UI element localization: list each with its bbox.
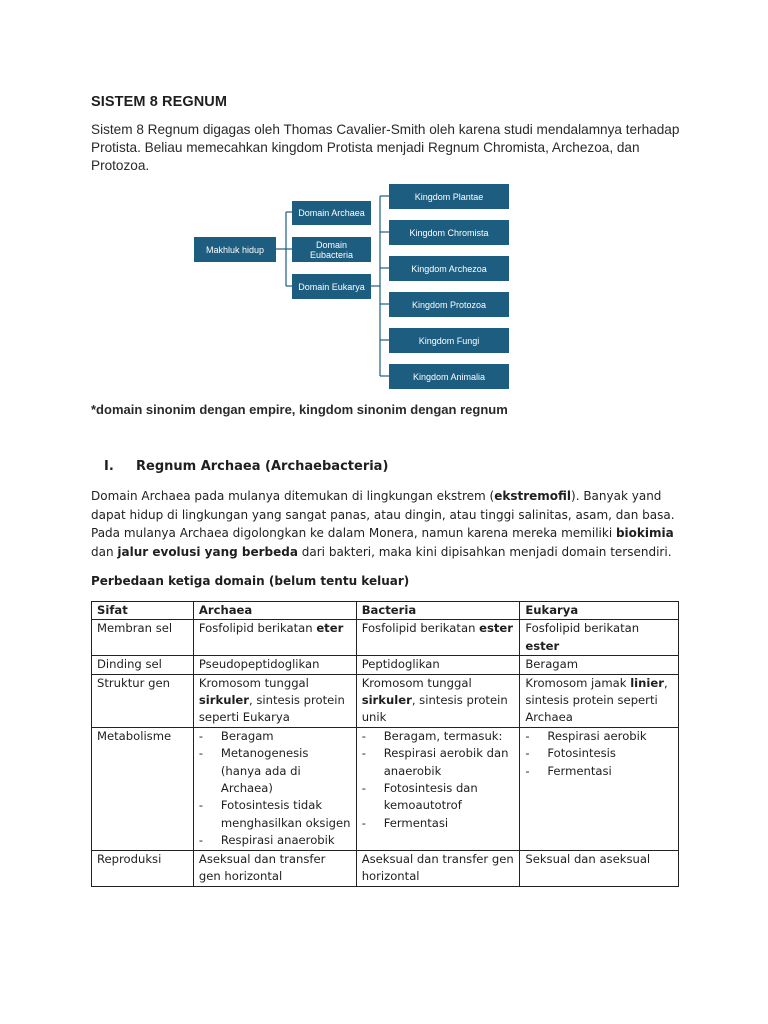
table-cell: Kromosom tunggal sirkuler, sintesis protein unik [356, 674, 520, 727]
list-item: - Metanogenesis (hanya ada di Archaea) [199, 745, 351, 797]
list-item: - Beragam [199, 728, 351, 745]
table-cell: Pseudopeptidoglikan [193, 656, 356, 674]
table-header-row [92, 602, 679, 620]
row-label: Dinding sel [92, 656, 194, 674]
table-cell: Kromosom tunggal sirkuler, sintesis protein seperti Eukarya [193, 674, 356, 727]
kingdom-archezoa-node: Kingdom Archezoa [389, 256, 509, 281]
section-title: Regnum Archaea (Archaebacteria) [136, 459, 389, 474]
kingdom-protozoa-node: Kingdom Protozoa [389, 292, 509, 317]
list-item: - Fermentasi [362, 815, 515, 832]
table-cell [520, 727, 679, 850]
table-cell [356, 727, 520, 850]
table-cell: Aseksual dan transfer gen horizontal [356, 850, 520, 886]
list-item: - Fotosintesis [525, 745, 673, 762]
diagram-connectors [0, 0, 768, 400]
domain-comparison-table [91, 601, 679, 887]
bacteria-metabolism-list [362, 728, 515, 832]
table-cell: Beragam [520, 656, 679, 674]
classification-diagram [0, 0, 768, 400]
archaea-metabolism-list [199, 728, 351, 850]
table-caption: Perbedaan ketiga domain (belum tentu keluar) [91, 574, 410, 588]
para-text: ). Banyak yand dapat hidup di lingkungan yang sangat panas, atau dingin, atau tinggi salinitas, asam, dan basa. Pada mulanya Archaea digolongkan ke dalam Monera, namun karena mereka memiliki [91, 489, 675, 541]
archaea-paragraph [91, 487, 691, 561]
kingdom-animalia-node: Kingdom Animalia [389, 364, 509, 389]
para-bold: jalur evolusi yang berbeda [117, 544, 298, 559]
eukarya-metabolism-list [525, 728, 673, 780]
list-item: - Fermentasi [525, 763, 673, 780]
row-label: Membran sel [92, 620, 194, 656]
header-cell: Bacteria [356, 602, 520, 620]
kingdom-chromista-node: Kingdom Chromista [389, 220, 509, 245]
table-cell: Fosfolipid berikatan eter [193, 620, 356, 656]
root-node: Makhluk hidup [194, 237, 276, 262]
table-cell: Seksual dan aseksual [520, 850, 679, 886]
para-bold: ekstremofil [494, 489, 572, 503]
para-text: Domain Archaea pada mulanya ditemukan di lingkungan ekstrem ( [91, 489, 495, 503]
kingdom-plantae-node: Kingdom Plantae [389, 184, 509, 209]
domain-eubacteria-node: Domain Eubacteria [292, 237, 371, 262]
table-row [92, 674, 679, 727]
table-cell: Aseksual dan transfer gen horizontal [193, 850, 356, 886]
para-text: dan [91, 544, 118, 559]
section-heading [104, 459, 388, 474]
list-item: - Beragam, termasuk: [362, 728, 515, 745]
section-number: I. [104, 459, 114, 474]
kingdom-fungi-node: Kingdom Fungi [389, 328, 509, 353]
header-cell: Eukarya [520, 602, 679, 620]
table-row [92, 620, 679, 656]
table-row [92, 656, 679, 674]
page-title: SISTEM 8 REGNUM [91, 94, 228, 110]
synonym-note: *domain sinonim dengan empire, kingdom sinonim dengan regnum [91, 402, 508, 417]
list-item: - Respirasi aerobik dan anaerobik [362, 745, 515, 780]
row-label: Struktur gen [92, 674, 194, 727]
domain-eukarya-node: Domain Eukarya [292, 274, 371, 299]
table-cell: Kromosom jamak linier, sintesis protein seperti Archaea [520, 674, 679, 727]
intro-paragraph: Sistem 8 Regnum digagas oleh Thomas Cavalier-Smith oleh karena studi mendalamnya terhadap Protista. Beliau memecahkan kingdom Protista menjadi Regnum Chromista, Archezoa, dan Protozoa. [91, 122, 680, 173]
list-item: - Respirasi anaerobik [199, 832, 351, 849]
row-label: Reproduksi [92, 850, 194, 886]
table-cell: Peptidoglikan [356, 656, 520, 674]
header-cell: Archaea [193, 602, 356, 620]
row-label: Metabolisme [92, 727, 194, 850]
table-cell: Fosfolipid berikatan ester [356, 620, 520, 656]
table-row [92, 727, 679, 850]
para-text: dari bakteri, maka kini dipisahkan menjadi domain tersendiri. [297, 544, 672, 559]
para-bold: biokimia [615, 526, 674, 541]
table-cell: Fosfolipid berikatan ester [520, 620, 679, 656]
list-item: - Fotosintesis tidak menghasilkan oksigen [199, 797, 351, 832]
table-cell [193, 727, 356, 850]
list-item: - Respirasi aerobik [525, 728, 673, 745]
list-item: - Fotosintesis dan kemoautotrof [362, 780, 515, 815]
table-row [92, 850, 679, 886]
header-cell: Sifat [92, 602, 194, 620]
domain-archaea-node: Domain Archaea [292, 201, 371, 225]
